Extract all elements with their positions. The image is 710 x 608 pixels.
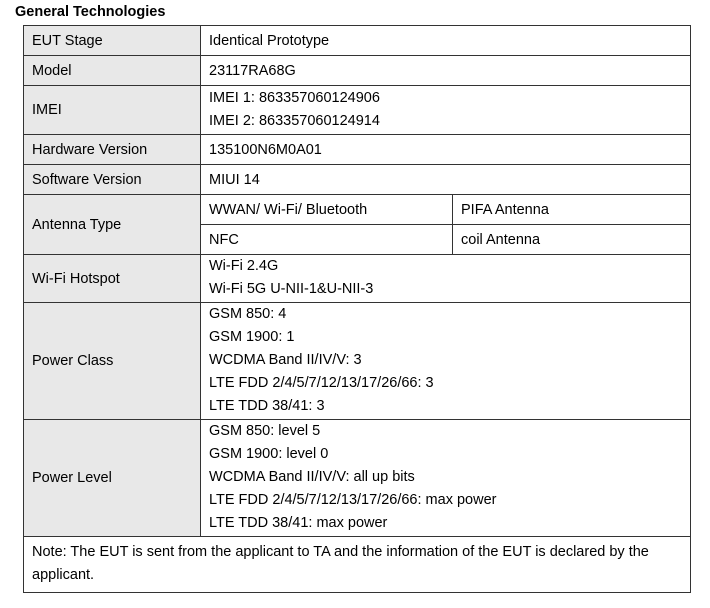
row-value: 135100N6M0A01: [201, 135, 691, 165]
imei-1: IMEI 1: 863357060124906: [209, 90, 380, 106]
row-label: Antenna Type: [24, 195, 201, 255]
row-label: Hardware Version: [24, 135, 201, 165]
row-value: MIUI 14: [201, 165, 691, 195]
antenna-tech: WWAN/ Wi-Fi/ Bluetooth: [201, 195, 453, 225]
table-row-antenna-type: [24, 195, 691, 225]
row-label: Power Class: [24, 303, 201, 420]
table-row-power-class: [24, 303, 691, 420]
section-heading: General Technologies: [15, 4, 166, 20]
antenna-kind: coil Antenna: [453, 225, 691, 255]
row-value: [201, 303, 691, 420]
table-row-power-level: [24, 420, 691, 537]
row-label: Software Version: [24, 165, 201, 195]
row-value: 23117RA68G: [201, 56, 691, 86]
row-value: Identical Prototype: [201, 26, 691, 56]
power-class-line: GSM 850: 4: [209, 306, 287, 322]
row-label: EUT Stage: [24, 26, 201, 56]
table-row-wifi-hotspot: [24, 255, 691, 303]
row-label: Wi-Fi Hotspot: [24, 255, 201, 303]
power-class-line: GSM 1900: 1: [209, 329, 295, 345]
table-row-note: [24, 537, 691, 593]
power-class-line: LTE TDD 38/41: 3: [209, 398, 325, 414]
power-level-line: GSM 1900: level 0: [209, 446, 329, 462]
row-label: IMEI: [24, 86, 201, 135]
row-value: [201, 86, 691, 135]
row-label: Power Level: [24, 420, 201, 537]
table-row-imei: [24, 86, 691, 135]
power-level-line: GSM 850: level 5: [209, 423, 321, 439]
antenna-tech: NFC: [201, 225, 453, 255]
imei-2: IMEI 2: 863357060124914: [209, 113, 380, 129]
table-row-model: [24, 56, 691, 86]
power-class-line: WCDMA Band II/IV/V: 3: [209, 352, 362, 368]
general-technologies-table: [23, 25, 691, 593]
power-class-line: LTE FDD 2/4/5/7/12/13/17/26/66: 3: [209, 375, 434, 391]
hotspot-line: Wi-Fi 5G U-NII-1&U-NII-3: [209, 281, 374, 297]
table-row-eut-stage: [24, 26, 691, 56]
row-value: [201, 255, 691, 303]
table-row-software-version: [24, 165, 691, 195]
row-label: Model: [24, 56, 201, 86]
note-text: Note: The EUT is sent from the applicant to TA and the information of the EUT is declared by the applicant.: [24, 537, 691, 593]
power-level-line: WCDMA Band II/IV/V: all up bits: [209, 469, 415, 485]
table-row-hardware-version: [24, 135, 691, 165]
hotspot-line: Wi-Fi 2.4G: [209, 258, 279, 274]
power-level-line: LTE TDD 38/41: max power: [209, 515, 388, 531]
power-level-line: LTE FDD 2/4/5/7/12/13/17/26/66: max power: [209, 492, 497, 508]
row-value: [201, 420, 691, 537]
antenna-kind: PIFA Antenna: [453, 195, 691, 225]
